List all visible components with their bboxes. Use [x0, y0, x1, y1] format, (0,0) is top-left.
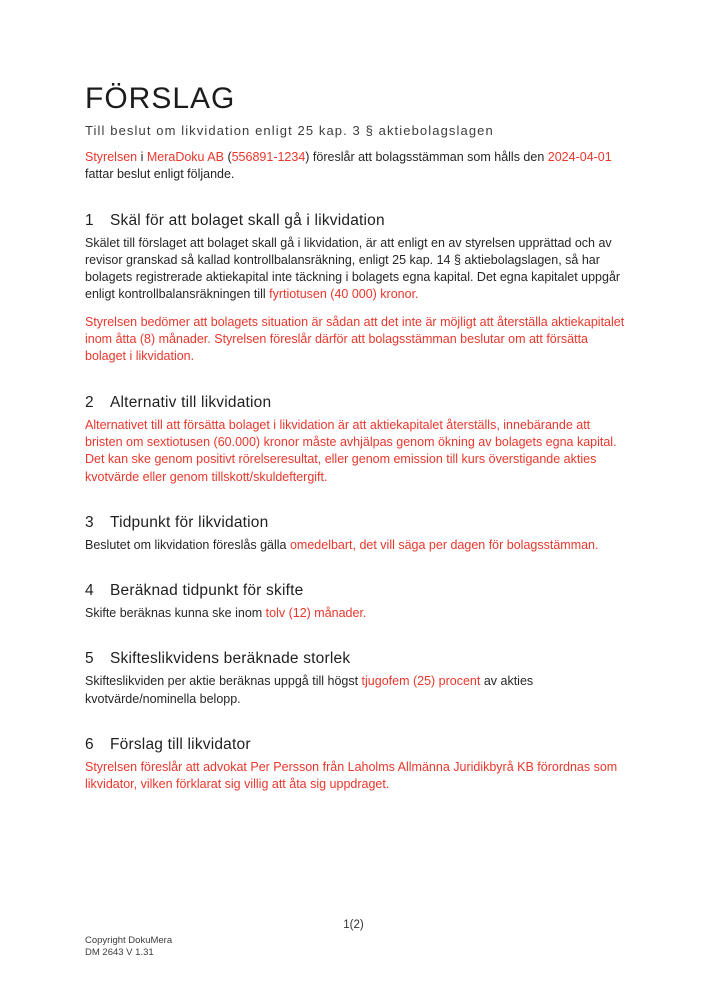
text-segment: Beslutet om likvidation föreslås gälla: [85, 537, 290, 552]
section-number: 4: [85, 582, 94, 600]
text-segment: i: [137, 150, 147, 164]
section-title: Tidpunkt för likvidation: [110, 513, 269, 531]
section-title: Skäl för att bolaget skall gå i likvidation: [110, 211, 385, 229]
text-segment: Styrelsen bedömer att bolagets situation är sådan att det inte är möjligt att återställa aktiekapitalet inom åtta (8) månader. Styrelsen föreslår därför att bolagsstämman beslutar om att försätta bolaget i likvidation.: [85, 314, 625, 364]
text-segment: omedelbart, det vill säga per dagen för bolagsstämman.: [289, 537, 599, 552]
version-line: DM 2643 V 1.31: [85, 946, 154, 958]
text-segment: (: [223, 150, 232, 164]
text-segment: Styrelsen föreslår att advokat Per Persson från Laholms Allmänna Juridikbyrå KB förordnas som likvidator, vilken förklarat sig villig att åta sig uppdraget.: [85, 760, 618, 792]
text-segment: tjugofem (25) procent: [361, 674, 481, 689]
section-2-paragraph: [85, 417, 625, 486]
section-1-paragraph: [85, 314, 625, 366]
text-segment: Skifte beräknas kunna ske inom: [85, 606, 266, 621]
section-5-paragraph: [85, 673, 625, 708]
section-title: Förslag till likvidator: [110, 736, 251, 754]
footer-copyright: [85, 935, 172, 958]
section-4-paragraph: [85, 605, 625, 622]
document-title: FÖRSLAG: [85, 82, 236, 115]
section-6-paragraph: [85, 759, 625, 794]
section-title: Alternativ till likvidation: [110, 393, 272, 411]
text-segment: ) föreslår att bolagsstämman som hålls den: [305, 150, 548, 164]
text-segment: Skifteslikviden per aktie beräknas uppgå till högst: [85, 674, 362, 689]
section-number: 3: [85, 513, 94, 531]
document-subtitle: Till beslut om likvidation enligt 25 kap. 3 § aktiebolagslagen: [85, 123, 494, 138]
text-segment: av akties kvotvärde/nominella belopp.: [85, 674, 534, 706]
text-segment: 2024-04-01: [547, 150, 612, 164]
section-3-heading: [85, 513, 625, 533]
section-number: 1: [85, 211, 94, 229]
text-segment: MeraDoku AB: [146, 150, 224, 164]
intro-paragraph: [85, 149, 625, 184]
copyright-line: Copyright DokuMera: [85, 935, 173, 946]
page-number: 1(2): [343, 919, 364, 931]
text-segment: 556891-1234: [231, 150, 306, 164]
section-3-paragraph: [85, 537, 625, 554]
text-segment: tolv (12) månader.: [265, 606, 367, 621]
section-number: 6: [85, 736, 94, 754]
text-segment: Alternativet till att försätta bolaget i likvidation är att aktiekapitalet återställs, innebärande att bristen om sextiotusen (60.000) kronor måste avhjälpas genom ökning av bolagets egna kapital. Det kan ske genom positivt rörelseresultat, eller genom emission till kurs överstigande akties kvotvärde eller genom tillskott/skuldeftergift.: [85, 417, 617, 484]
text-segment: fyrtiotusen (40 000) kronor.: [269, 287, 419, 302]
section-4-heading: [85, 581, 625, 601]
section-2-heading: [85, 393, 625, 413]
section-5-heading: [85, 649, 625, 669]
section-number: 2: [85, 393, 94, 411]
section-title: Skifteslikvidens beräknade storlek: [110, 650, 351, 668]
section-1-paragraph: [85, 235, 625, 304]
section-title: Beräknad tidpunkt för skifte: [110, 582, 304, 600]
section-1-heading: [85, 211, 625, 231]
text-segment: Skälet till förslaget att bolaget skall gå i likvidation, är att enligt en av styrelsen upprättad och av revisor granskad så kallad kontrollbalansräkning, enligt 25 kap. 14 § aktiebolagslagen, så har bolagets registrerade aktiekapital inte täckning i bolagets egna kapital. Det egna kapitalet uppgår enligt kontrollbalansräkningen till: [85, 235, 621, 302]
section-6-heading: [85, 735, 625, 755]
section-number: 5: [85, 650, 94, 668]
text-segment: fattar beslut enligt följande.: [85, 167, 235, 182]
text-segment: Styrelsen: [85, 150, 138, 164]
